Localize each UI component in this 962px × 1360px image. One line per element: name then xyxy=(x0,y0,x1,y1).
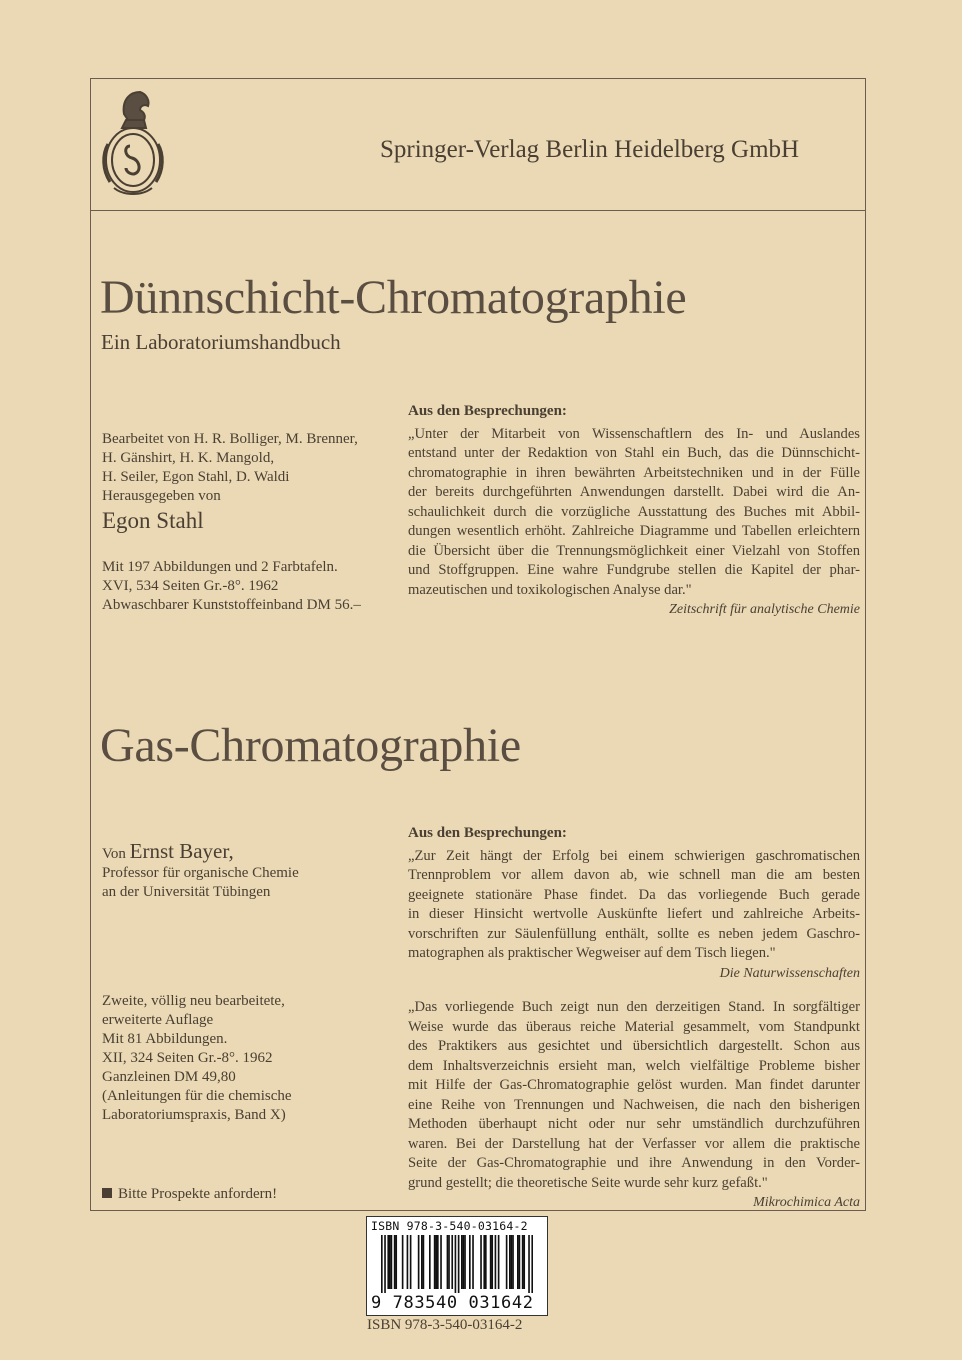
barcode-bar xyxy=(387,1235,389,1289)
review-line: des Praktikers aus gesichtet und übersichtlich dargestellt. Schon aus xyxy=(408,1038,860,1054)
book1-credit-line: H. Seiler, Egon Stahl, D. Waldi xyxy=(102,469,290,485)
book1-subtitle: Ein Laboratoriumshandbuch xyxy=(101,330,341,354)
review-line: Methoden überhaupt nicht oder nur sehr umständlich durchzuführen xyxy=(408,1116,860,1132)
barcode-bar xyxy=(472,1235,474,1289)
review-line: in dieser Hinsicht wertvolle Auskünfte liefert und zahlreiche Arbeits- xyxy=(408,906,860,922)
barcode-bar xyxy=(509,1235,511,1289)
barcode-bar xyxy=(423,1235,425,1289)
barcode-bar xyxy=(421,1235,423,1289)
book2-affiliation-line: Professor für organische Chemie xyxy=(102,865,299,881)
barcode-bar xyxy=(464,1235,466,1289)
book1-reviews xyxy=(408,402,860,620)
book1-detail-line: Abwaschbarer Kunststoffeinband DM 56.– xyxy=(102,597,361,613)
barcode-bar xyxy=(395,1235,397,1289)
barcode-bar xyxy=(491,1235,493,1289)
barcode-bar xyxy=(490,1235,492,1289)
barcode-bar xyxy=(519,1235,521,1289)
barcode-bar xyxy=(463,1235,465,1289)
book2-details xyxy=(102,992,292,1125)
header-divider xyxy=(90,210,866,211)
prospectus-request xyxy=(102,1186,277,1203)
barcode-bar xyxy=(495,1235,497,1289)
book2-detail-line: (Anleitungen für die chemische xyxy=(102,1088,292,1104)
book1-credit-line: Bearbeitet von H. R. Bolliger, M. Brenner, xyxy=(102,431,358,447)
barcode-bar xyxy=(461,1235,463,1289)
barcode-bar xyxy=(410,1235,412,1289)
review-line: „Das vorliegende Buch zeigt nun den derzeitigen Stand. In sorgfältiger xyxy=(408,999,860,1015)
barcode-bar xyxy=(448,1235,450,1289)
barcode-bar xyxy=(447,1235,449,1289)
book1-credit-line: H. Gänshirt, H. K. Mangold, xyxy=(102,450,275,466)
barcode-bar xyxy=(440,1235,442,1289)
barcode-bar xyxy=(429,1235,431,1289)
barcode-bar xyxy=(381,1235,383,1293)
barcode-bar xyxy=(437,1235,439,1289)
review-line: und Stoffgruppen. Eine wahre Fundgrube stellen die Kapitel der phar- xyxy=(408,562,860,578)
square-bullet-icon xyxy=(102,1188,112,1198)
barcode-bar xyxy=(435,1235,437,1289)
barcode-digits: 9 783540 031642 xyxy=(371,1293,534,1313)
book1-details xyxy=(102,558,361,615)
barcode-isbn-label: ISBN 978-3-540-03164-2 xyxy=(371,1219,528,1233)
barcode xyxy=(366,1216,548,1316)
barcode-bar xyxy=(469,1235,471,1289)
barcode-bar xyxy=(394,1235,396,1289)
book2-reviews-heading: Aus den Besprechungen: xyxy=(408,825,567,841)
review-line: entstand unter der Redaktion von Stahl ein Buch, das die Dünnschicht- xyxy=(408,445,860,461)
barcode-bar xyxy=(522,1235,524,1289)
book2-detail-line: Laboratoriumspraxis, Band X) xyxy=(102,1107,286,1123)
barcode-bar xyxy=(523,1235,525,1289)
book1-credit-line: Herausgegeben von xyxy=(102,488,221,504)
review-line: geeignete stationäre Phase findet. Da das vorliegende Buch gerade xyxy=(408,886,860,903)
book2-detail-line: erweiterte Auflage xyxy=(102,1012,214,1028)
review-line: Seite der Gas-Chromatographie und ihre Anwendung in den Vorder- xyxy=(408,1155,860,1171)
barcode-bar xyxy=(498,1235,500,1289)
book2-reviews xyxy=(408,824,860,983)
springer-knight-logo xyxy=(100,84,166,202)
review-line: waren. Bei der Darstellung hat der Verfasser vor allem die praktische xyxy=(408,1135,860,1152)
review-line: „Unter der Mitarbeit von Wissenschaftlern des In- und Auslandes xyxy=(408,425,860,442)
book2-review2-source: Mikrochimica Acta xyxy=(753,1195,860,1210)
publisher-name: Springer-Verlag Berlin Heidelberg GmbH xyxy=(380,136,800,163)
book2-review2 xyxy=(408,998,860,1213)
book1-detail-line: XVI, 534 Seiten Gr.-8°. 1962 xyxy=(102,578,279,594)
review-line: chromatographie in ihren bewährten Arbeitstechniken und in der Fülle xyxy=(408,464,860,481)
isbn-text: ISBN 978-3-540-03164-2 xyxy=(367,1317,523,1333)
book1-detail-line: Mit 197 Abbildungen und 2 Farbtafeln. xyxy=(102,559,338,575)
book2-review1-source: Die Naturwissenschaften xyxy=(719,965,860,981)
barcode-bar xyxy=(418,1235,420,1289)
barcode-bar xyxy=(384,1235,386,1293)
barcode-bar xyxy=(480,1235,482,1289)
book1-credits xyxy=(102,430,358,536)
review-line: „Zur Zeit hängt der Erfolg bei einem schwierigen gaschromatischen xyxy=(408,847,860,864)
book1-reviews-heading: Aus den Besprechungen: xyxy=(408,403,567,419)
review-line: die Übersicht über die Trennungsmöglichkeit einer Vielzahl von Stoffen xyxy=(408,542,860,559)
review-line: matographen als praktischer Wegweiser auf dem Tisch liegen." xyxy=(408,945,776,961)
review-line: mit Hilfe der Gas-Chromatographie gelöst wurden. Man findet darunter xyxy=(408,1077,860,1093)
book1-title: Dünnschicht-Chromatographie xyxy=(100,271,687,324)
book2-author-block xyxy=(102,839,299,902)
book1-review-source: Zeitschrift für analytische Chemie xyxy=(669,602,860,617)
review-line: der bereits durchgeführten Anwendungen darstellt. Dabei wird die An- xyxy=(408,484,860,500)
barcode-bar xyxy=(483,1235,485,1289)
book2-detail-line: Mit 81 Abbildungen. xyxy=(102,1031,228,1047)
review-line: schaulichkeit durch die vorzügliche Ausstattung des Buches mit Abbil- xyxy=(408,503,860,520)
review-line: vorschriften zur Säulenfüllung enthält, sollte es neben jedem Gaschro- xyxy=(408,925,860,942)
barcode-bar xyxy=(451,1235,453,1289)
von-label: Von xyxy=(102,846,126,862)
barcode-bar xyxy=(458,1235,460,1293)
barcode-bar xyxy=(434,1235,436,1289)
review-line: Trennproblem vor allem davon ab, wie schnell man die am besten xyxy=(408,867,860,883)
book2-title: Gas-Chromatographie xyxy=(100,719,521,772)
review-line: dungen wesentlich erhöht. Zahlreiche Diagramme und Tabellen erleichtern xyxy=(408,523,860,539)
review-line: mazeutischen und toxikologischen Analyse dar." xyxy=(408,581,692,598)
barcode-bar xyxy=(391,1235,393,1289)
barcode-bar xyxy=(389,1235,391,1289)
barcode-bar xyxy=(511,1235,513,1289)
barcode-bar xyxy=(407,1235,409,1289)
book1-editor: Egon Stahl xyxy=(102,508,204,533)
barcode-bar xyxy=(531,1235,533,1293)
review-line: eine Reihe von Trennungen und Nachweisen, die nach den bisherigen xyxy=(408,1096,860,1113)
barcode-bar xyxy=(517,1235,519,1289)
book2-author: Ernst Bayer, xyxy=(129,839,234,863)
barcode-bars xyxy=(381,1235,533,1293)
prospectus-text: Bitte Prospekte anfordern! xyxy=(118,1186,278,1202)
book2-detail-line: Ganzleinen DM 49,80 xyxy=(102,1069,236,1085)
barcode-bar xyxy=(455,1235,457,1293)
barcode-bar xyxy=(402,1235,404,1289)
book2-detail-line: XII, 324 Seiten Gr.-8°. 1962 xyxy=(102,1050,273,1066)
review-line: dem Inhaltsverzeichnis ersieht man, welch vielfältige Probleme bisher xyxy=(408,1057,860,1074)
book2-affiliation-line: an der Universität Tübingen xyxy=(102,884,271,900)
barcode-bar xyxy=(485,1235,487,1289)
review-line: grund gestellt; die theoretische Seite wurde sehr kurz gefaßt." xyxy=(408,1174,768,1191)
review-line: Weise wurde das überaus reiche Material gesammelt, vom Standpunkt xyxy=(408,1018,860,1035)
book2-detail-line: Zweite, völlig neu bearbeitete, xyxy=(102,993,285,1009)
book2-author-line xyxy=(102,839,299,864)
barcode-bar xyxy=(512,1235,514,1289)
barcode-bar xyxy=(528,1235,530,1293)
barcode-bar xyxy=(506,1235,508,1289)
